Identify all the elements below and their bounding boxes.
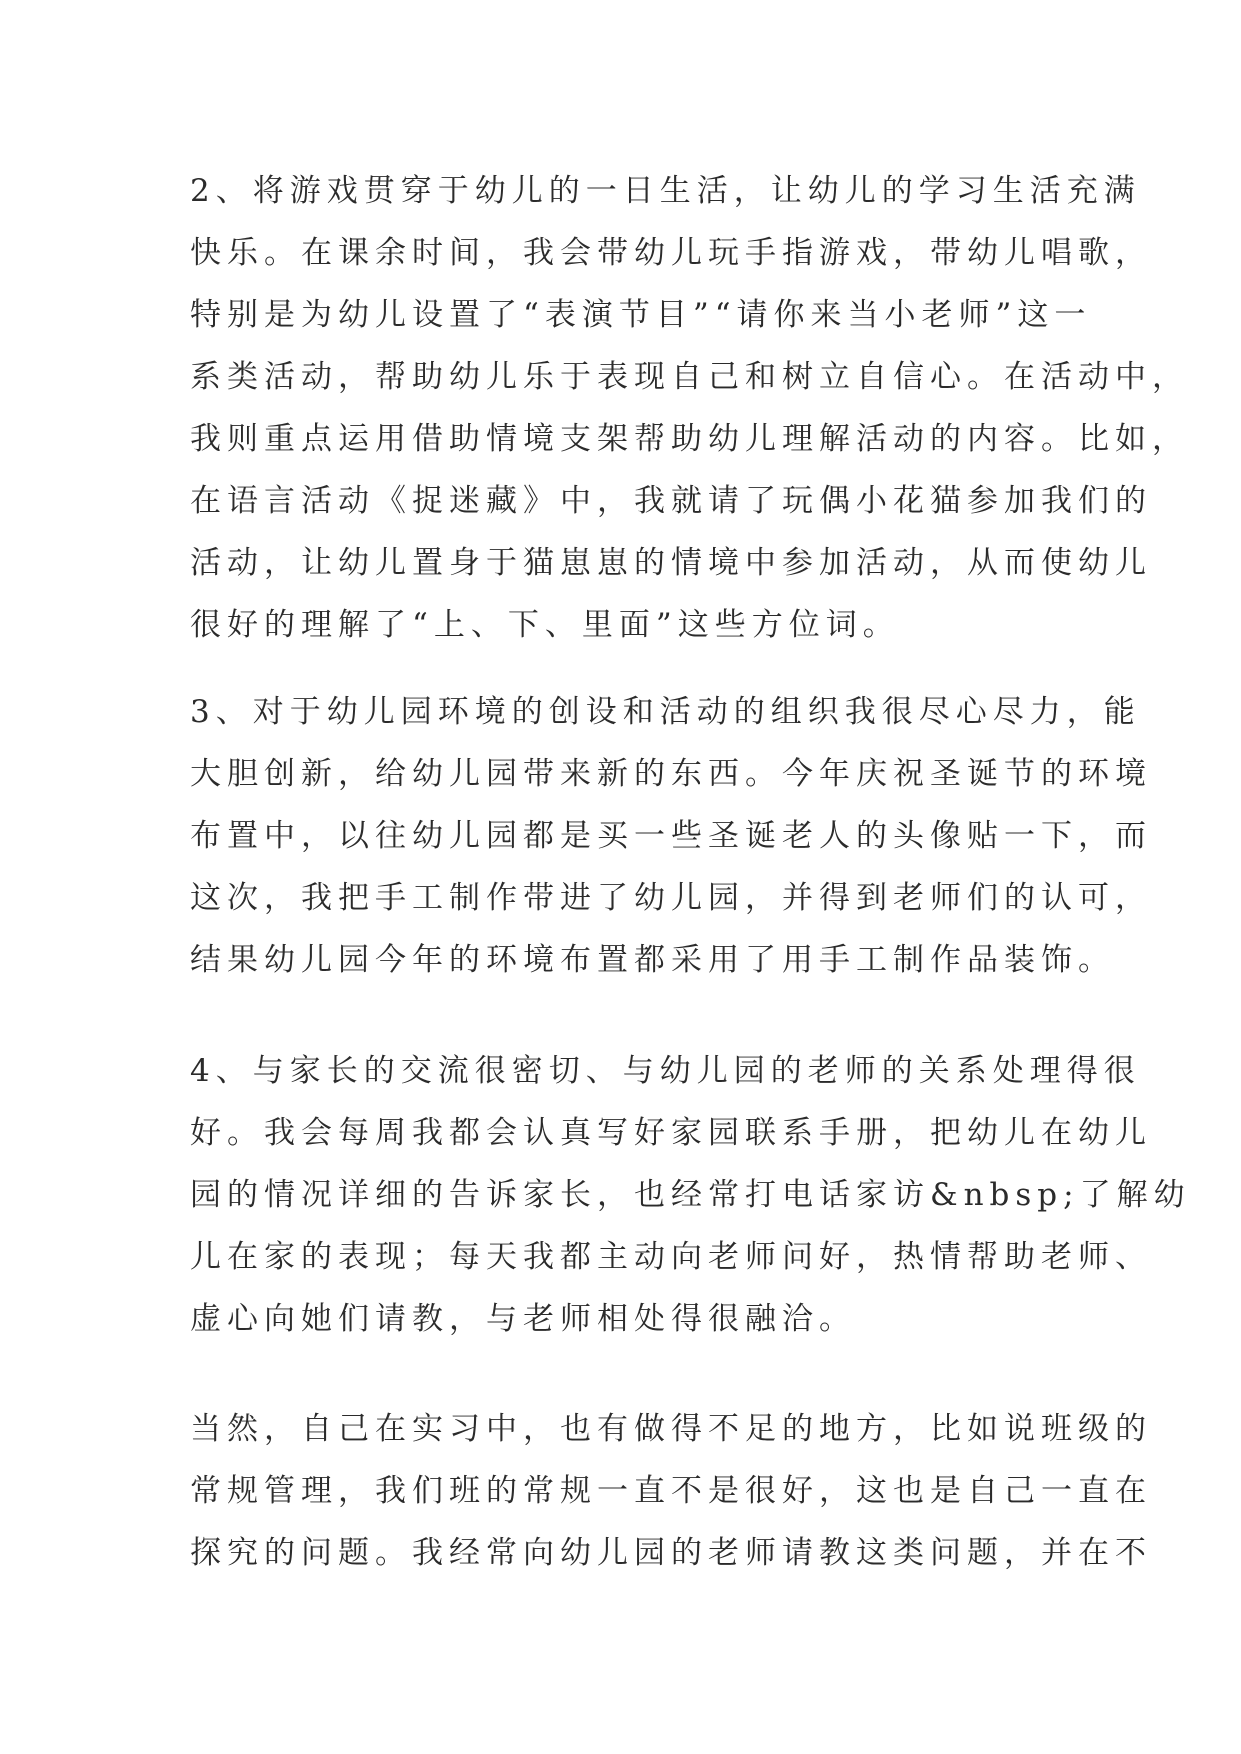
text-line: 探究的问题。我经常向幼儿园的老师请教这类问题，并在不: [190, 1535, 1152, 1571]
text-line: 特别是为幼儿设置了“表演节目”“请你来当小老师”这一: [190, 297, 1092, 333]
text-line: 常规管理，我们班的常规一直不是很好，这也是自己一直在: [190, 1473, 1152, 1509]
text-line: 2、将游戏贯穿于幼儿的一日生活，让幼儿的学习生活充满: [190, 173, 1141, 209]
text-line: 我则重点运用借助情境支架帮助幼儿理解活动的内容。比如，: [190, 421, 1189, 457]
text-line: 这次，我把手工制作带进了幼儿园，并得到老师们的认可，: [190, 880, 1152, 916]
paragraph-3-environment: [190, 681, 1152, 991]
text-line: 在语言活动《捉迷藏》中，我就请了玩偶小花猫参加我们的: [190, 483, 1152, 519]
text-line: 系类活动，帮助幼儿乐于表现自己和树立自信心。在活动中，: [190, 359, 1189, 395]
text-line: 快乐。在课余时间，我会带幼儿玩手指游戏，带幼儿唱歌，: [190, 235, 1152, 271]
text-line: 活动，让幼儿置身于猫崽崽的情境中参加活动，从而使幼儿: [190, 545, 1152, 581]
text-line: 园的情况详细的告诉家长，也经常打电话家访&nbsp;了解幼: [190, 1177, 1191, 1213]
paragraph-shortcomings: [190, 1398, 1152, 1584]
text-line: 儿在家的表现；每天我都主动向老师问好，热情帮助老师、: [190, 1239, 1152, 1275]
text-line: 好。我会每周我都会认真写好家园联系手册，把幼儿在幼儿: [190, 1115, 1152, 1151]
text-line: 结果幼儿园今年的环境布置都采用了用手工制作品装饰。: [190, 942, 1115, 978]
text-line: 虚心向她们请教，与老师相处得很融洽。: [190, 1301, 856, 1337]
text-line: 3、对于幼儿园环境的创设和活动的组织我很尽心尽力，能: [190, 694, 1141, 730]
text-line: 很好的理解了“上、下、里面”这些方位词。: [190, 607, 900, 643]
text-line: 布置中，以往幼儿园都是买一些圣诞老人的头像贴一下，而: [190, 818, 1152, 854]
paragraph-2-games: [190, 160, 1189, 656]
text-line: 4、与家长的交流很密切、与幼儿园的老师的关系处理得很: [190, 1053, 1141, 1089]
text-line: 当然，自己在实习中，也有做得不足的地方，比如说班级的: [190, 1411, 1152, 1447]
text-line: 大胆创新，给幼儿园带来新的东西。今年庆祝圣诞节的环境: [190, 756, 1152, 792]
paragraph-4-parents: [190, 1040, 1191, 1350]
